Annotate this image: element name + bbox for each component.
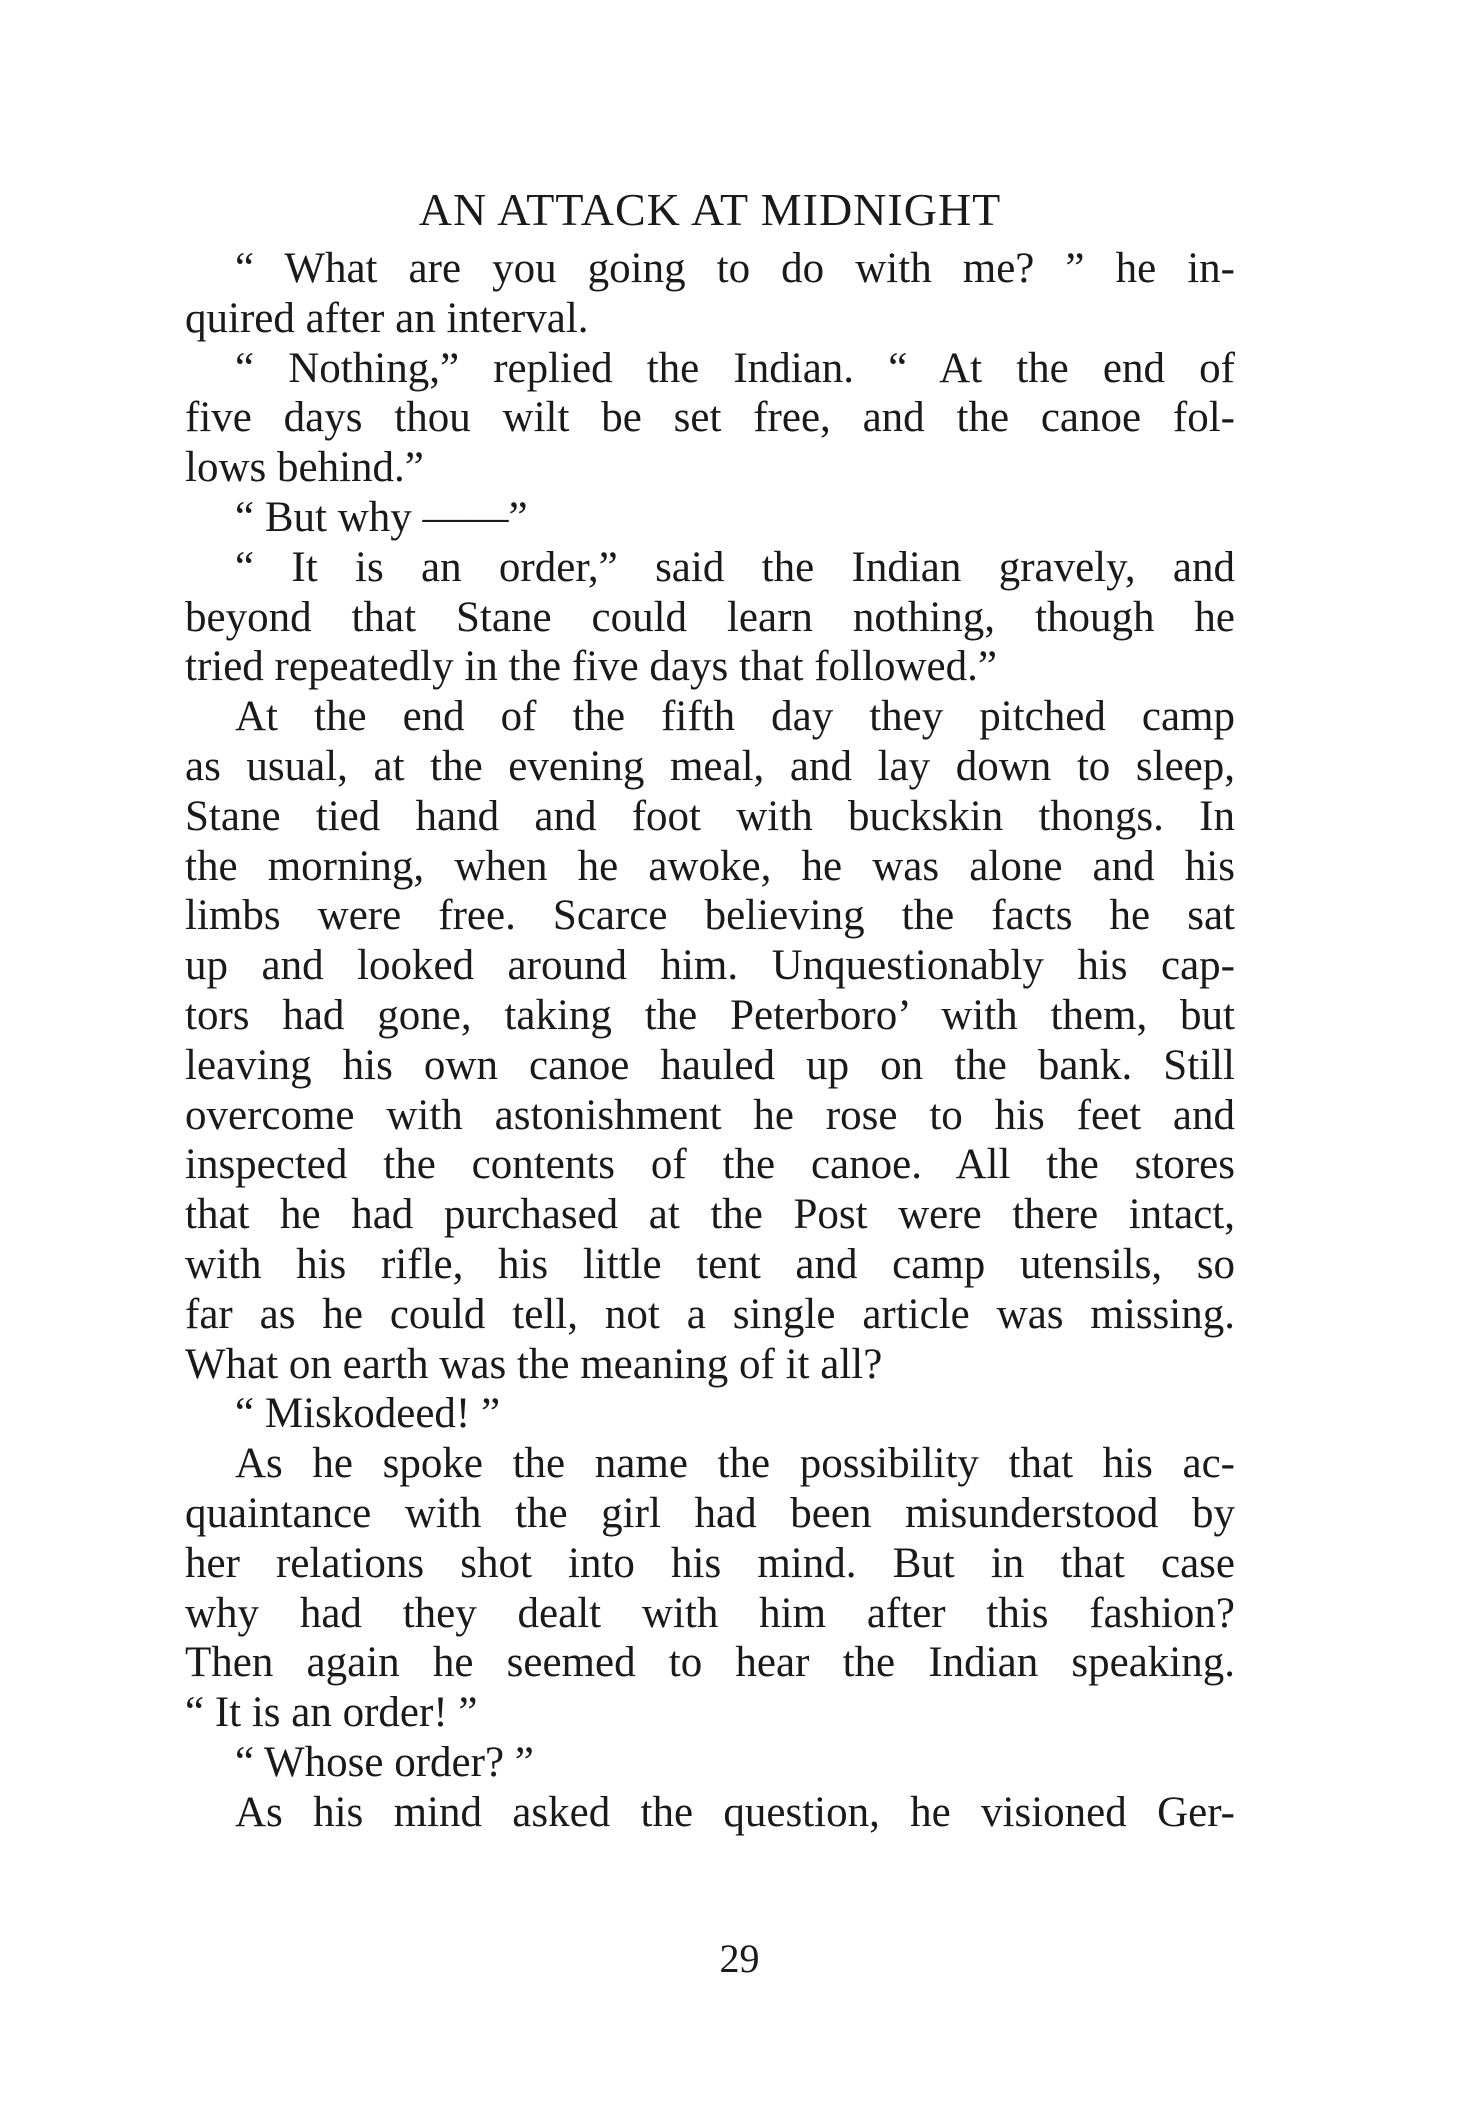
text-line: her relations shot into his mind. But in that case <box>185 1539 1235 1587</box>
text-line: As he spoke the name the possibility that his ac- <box>235 1440 1235 1488</box>
text-line: quaintance with the girl had been misunderstood by <box>185 1489 1235 1537</box>
text-line: overcome with astonishment he rose to his feet and <box>185 1091 1235 1139</box>
text-line: “ Miskodeed! ” <box>235 1390 501 1438</box>
text-line: limbs were free. Scarce believing the facts he sat <box>185 892 1235 940</box>
text-line: tried repeatedly in the five days that followed.” <box>185 643 997 691</box>
text-line: “ Nothing,” replied the Indian. “ At the end of <box>235 344 1235 392</box>
text-line: beyond that Stane could learn nothing, though he <box>185 593 1235 641</box>
text-line: inspected the contents of the canoe. All the stores <box>185 1141 1235 1189</box>
text-line: why had they dealt with him after this fashion? <box>185 1589 1235 1637</box>
text-line: As his mind asked the question, he visioned Ger- <box>235 1788 1235 1836</box>
text-line: “ But why ——” <box>235 493 528 541</box>
text-line: “ It is an order! ” <box>185 1689 478 1737</box>
page-number: 29 <box>719 1936 760 1981</box>
text-line: Then again he seemed to hear the Indian speaking. <box>185 1639 1235 1687</box>
text-line: up and looked around him. Unquestionably his cap- <box>185 942 1235 990</box>
text-line: “ Whose order? ” <box>235 1738 534 1786</box>
text-line: lows behind.” <box>185 444 424 492</box>
text-line: “ What are you going to do with me? ” he in- <box>235 245 1235 292</box>
text-line: the morning, when he awoke, he was alone and his <box>185 842 1235 890</box>
text-line: leaving his own canoe hauled up on the bank. Still <box>185 1041 1235 1089</box>
body-text <box>185 244 1235 1838</box>
text-line: as usual, at the evening meal, and lay down to sleep, <box>185 742 1235 790</box>
book-page <box>185 180 1235 1838</box>
running-head: AN ATTACK AT MIDNIGHT <box>418 184 1002 235</box>
text-line: five days thou wilt be set free, and the canoe fol- <box>185 394 1235 442</box>
text-line: What on earth was the meaning of it all? <box>185 1340 883 1388</box>
text-line: “ It is an order,” said the Indian gravely, and <box>235 543 1235 591</box>
text-line: with his rifle, his little tent and camp utensils, so <box>185 1240 1235 1288</box>
text-line: Stane tied hand and foot with buckskin thongs. In <box>185 792 1235 840</box>
text-line: At the end of the fifth day they pitched camp <box>235 693 1235 741</box>
text-line: far as he could tell, not a single article was missing. <box>185 1290 1235 1338</box>
text-line: quired after an interval. <box>185 294 589 342</box>
text-line: tors had gone, taking the Peterboro’ with them, but <box>185 991 1235 1039</box>
text-line: that he had purchased at the Post were there intact, <box>185 1191 1235 1239</box>
